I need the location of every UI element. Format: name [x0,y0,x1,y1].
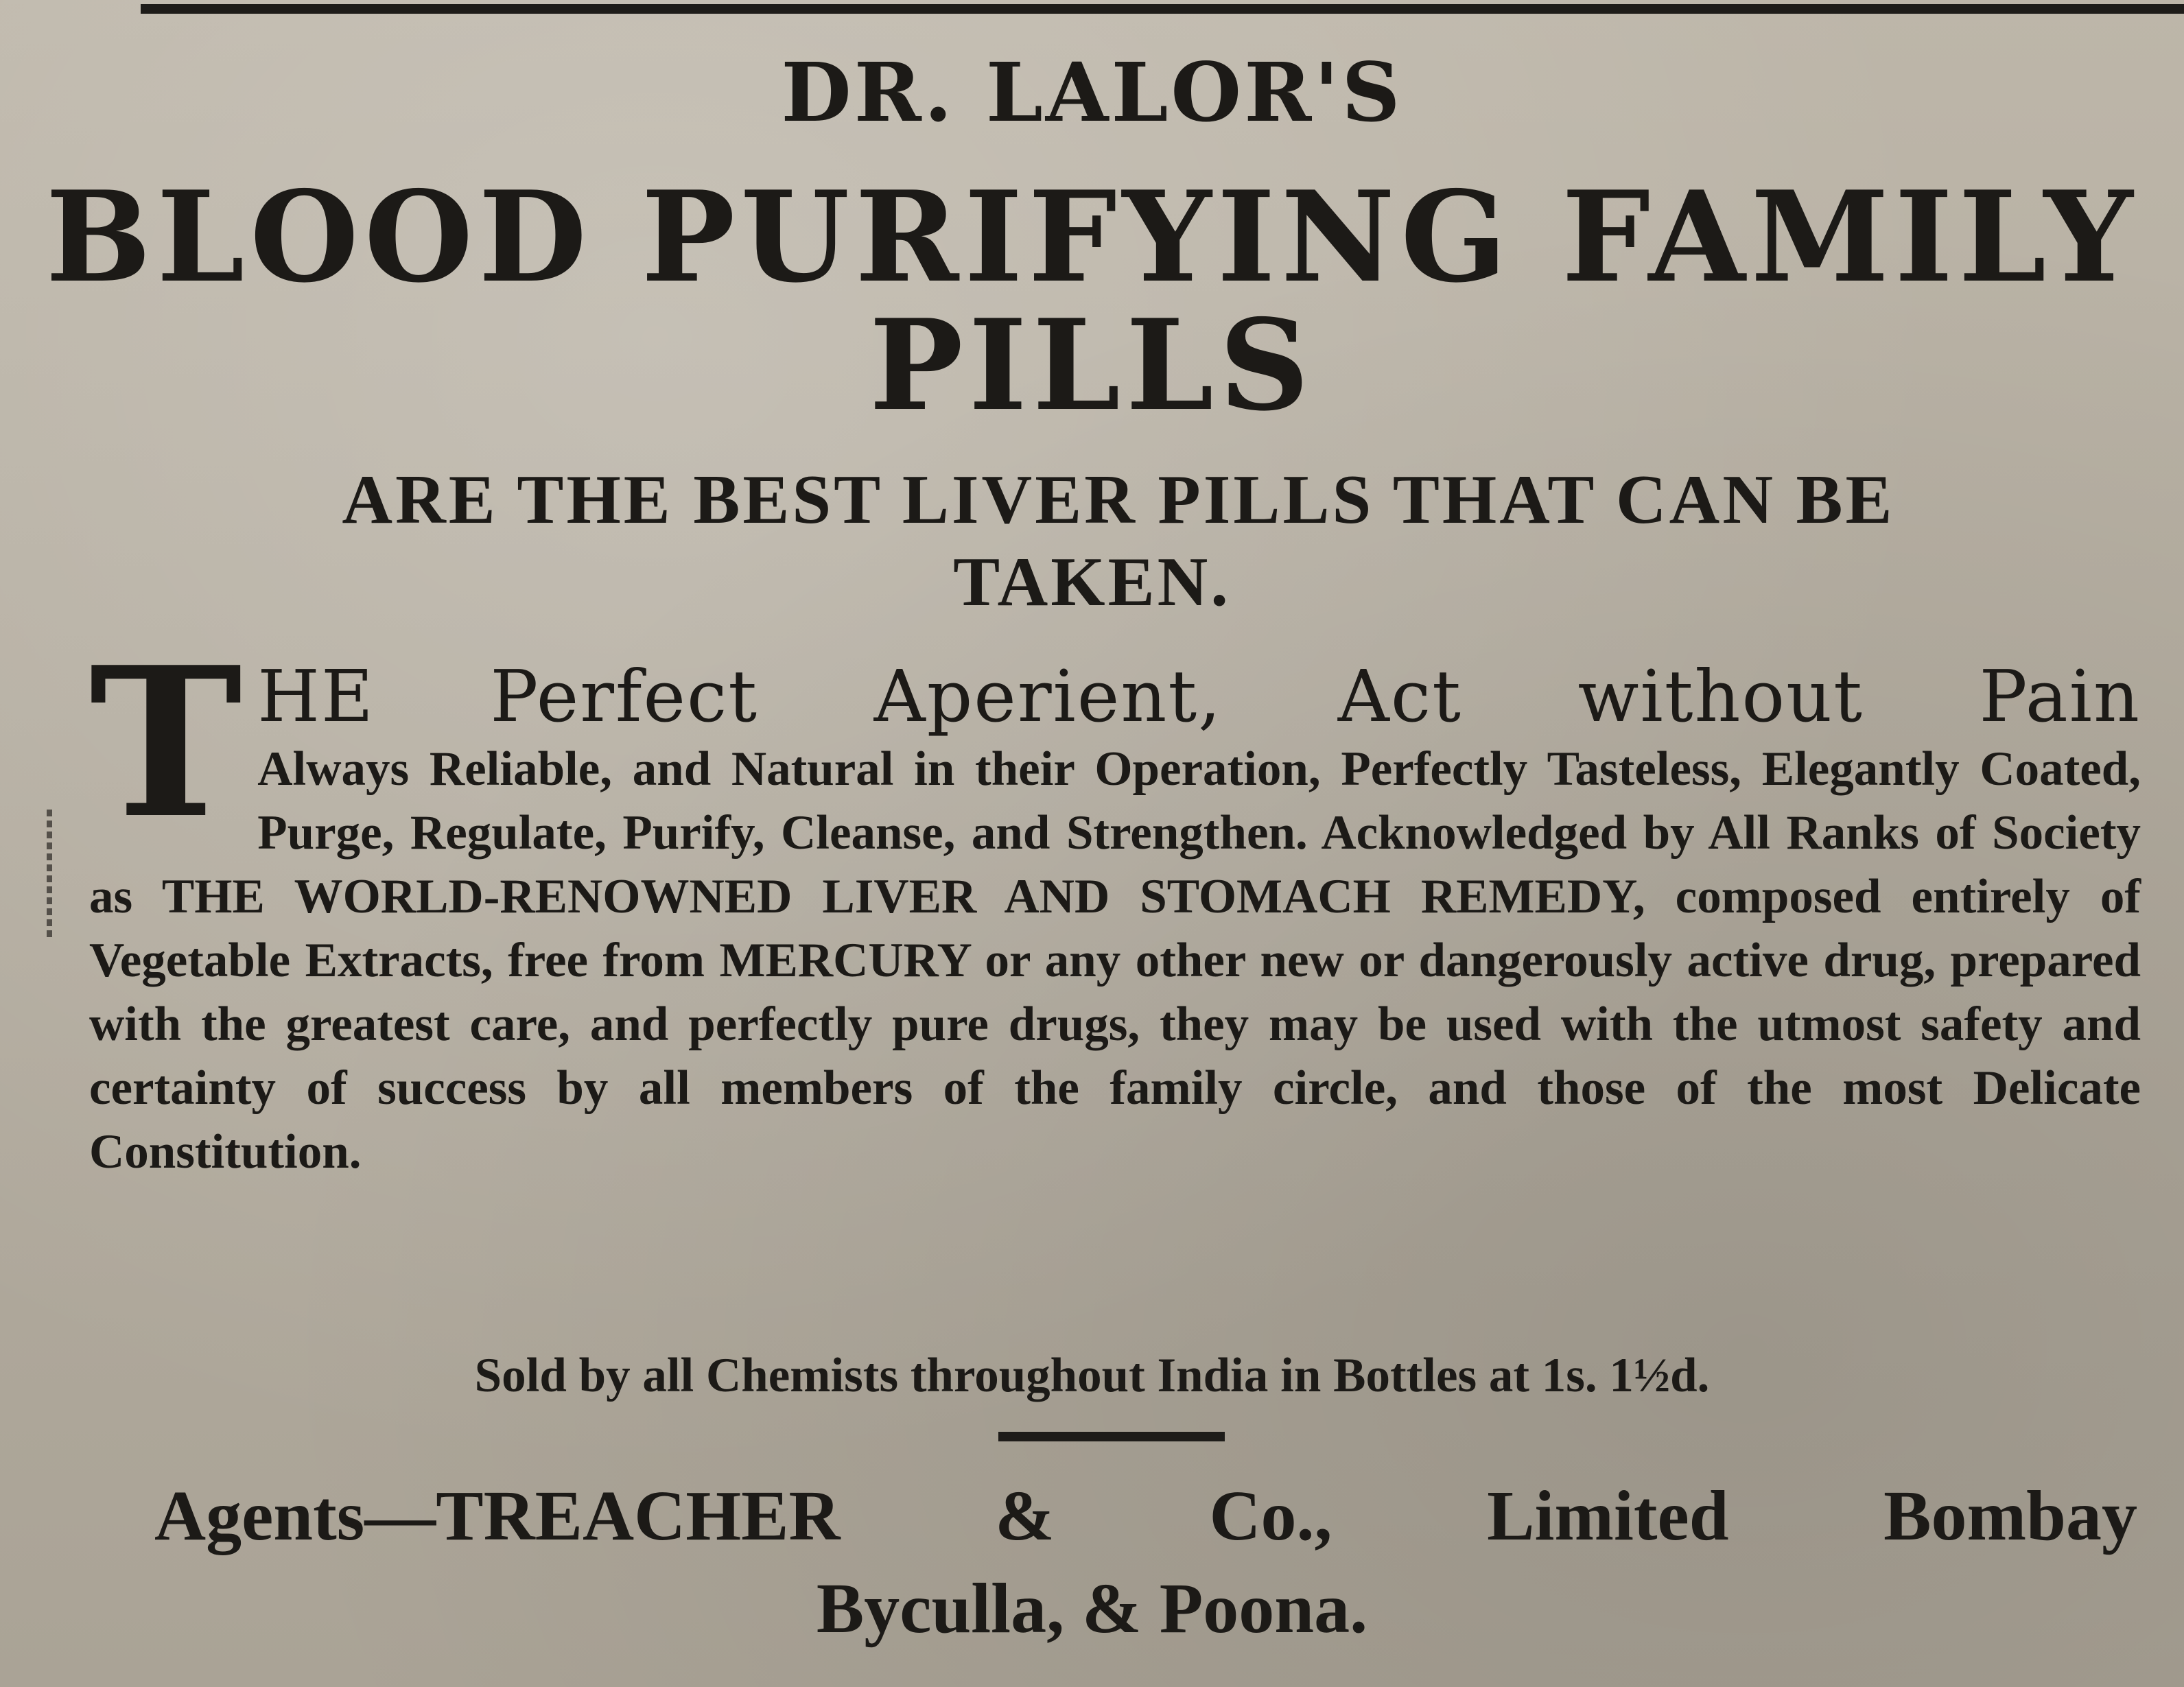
section-divider [998,1432,1225,1441]
price-line: Sold by all Chemists throughout India in Bottles at 1s. 1½d. [474,1349,1710,1402]
lead-line: HE Perfect Aperient, Act without Pain [257,654,2141,738]
margin-mark [47,810,52,940]
tagline-line-1: ARE THE BEST LIVER PILLS THAT CAN BE [342,461,1895,539]
product-title-line-1: BLOOD PURIFYING FAMILY [45,163,2139,310]
drop-cap: T [89,622,243,864]
agents-line-2: Byculla, & Poona. [816,1569,1368,1648]
body-copy [89,622,2141,1184]
agents-line-1: Agents—TREACHER & Co., Limited Bombay [154,1476,2137,1555]
top-rule [141,4,2184,14]
body-text: Always Reliable, and Natural in their Operation, Perfectly Tasteless, Elegantly Coated, Purge, Regulate, Purify, Cleanse, and Strengthen. Acknowledged by All Ranks of Society as THE WORLD-RENOWNED LIVER AND STOMACH REMEDY, composed entirely of Vegetable Extracts, free from MERCURY or any other new or dangerously active drug, prepared with the greatest care, and perfectly pure drugs, they may be used with the utmost safety and certainty of success by all members of the family circle, and those of the most Delicate Constitution. [89,742,2141,1179]
tagline-line-2: TAKEN. [953,543,1231,621]
product-title-line-2: PILLS [869,292,1315,438]
brand-name: DR. LALOR'S [781,45,1403,140]
